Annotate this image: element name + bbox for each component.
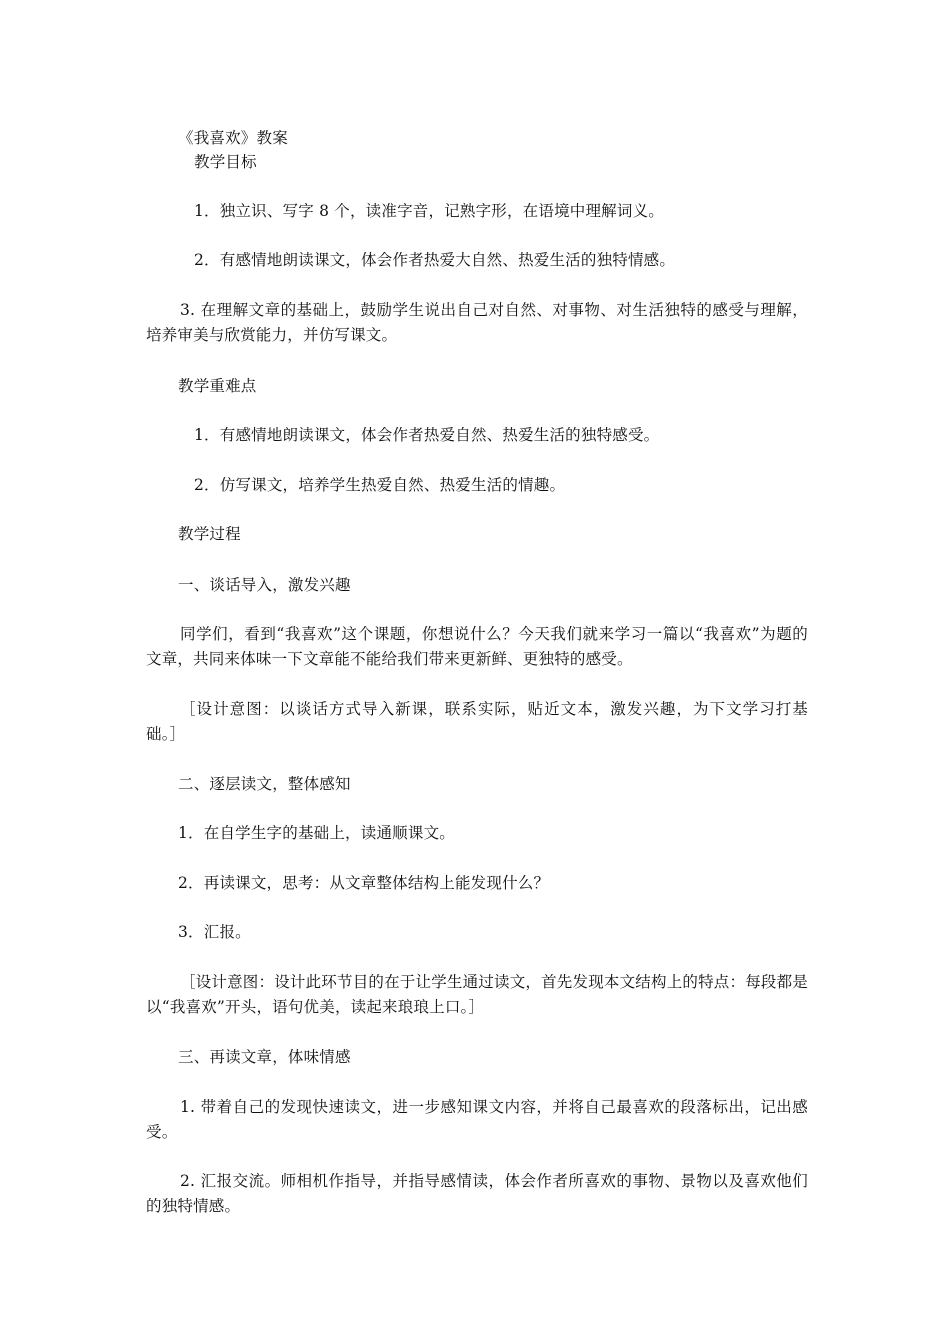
key-point-2: 2．仿写课文，培养学生热爱自然、热爱生活的情趣。 <box>194 476 566 494</box>
section-heading-key-points: 教学重难点 <box>178 377 257 395</box>
part-1-design-note: ［设计意图：以谈话方式导入新课，联系实际，贴近文本，激发兴趣，为下文学习打基础。］ <box>146 700 808 743</box>
goal-item-2: 2．有感情地朗读课文，体会作者热爱大自然、热爱生活的独特情感。 <box>194 251 676 269</box>
part-2-step-3: 3．汇报。 <box>178 923 251 941</box>
goal-item-1: 1．独立识、写字 8 个，读准字音，记熟字形，在语境中理解词义。 <box>194 202 664 220</box>
part-2-heading: 二、逐层读文，整体感知 <box>178 775 351 793</box>
part-2-step-2: 2．再读课文，思考：从文章整体结构上能发现什么？ <box>178 874 550 892</box>
part-1-text: 同学们，看到“我喜欢”这个课题，你想说什么？今天我们就来学习一篇以“我喜欢”为题的文章，共同来体味一下文章能不能给我们带来更新鲜、更独特的感受。 <box>146 625 808 668</box>
goal-item-3: 3. 在理解文章的基础上，鼓励学生说出自己对自然、对事物、对生活独特的感受与理解，培养审美与欣赏能力，并仿写课文。 <box>146 301 808 344</box>
document-title: 《我喜欢》教案 <box>178 129 288 147</box>
part-2-step-1: 1．在自学生字的基础上，读通顺课文。 <box>178 824 455 842</box>
section-heading-goals: 教学目标 <box>194 153 257 171</box>
part-1-heading: 一、谈话导入，激发兴趣 <box>178 576 351 594</box>
part-2-design-note: ［设计意图：设计此环节目的在于让学生通过读文，首先发现本文结构上的特点：每段都是以“我喜欢”开头，语句优美，读起来琅琅上口。］ <box>146 973 809 1016</box>
part-3-step-2: 2. 汇报交流。师相机作指导，并指导感情读，体会作者所喜欢的事物、景物以及喜欢他们的独特情感。 <box>146 1172 808 1215</box>
section-heading-process: 教学过程 <box>178 525 241 543</box>
part-3-step-1: 1. 带着自己的发现快速读文，进一步感知课文内容，并将自己最喜欢的段落标出，记出感受。 <box>146 1098 808 1141</box>
key-point-1: 1．有感情地朗读课文，体会作者热爱自然、热爱生活的独特感受。 <box>194 426 660 444</box>
part-3-heading: 三、再读文章，体味情感 <box>178 1048 351 1066</box>
